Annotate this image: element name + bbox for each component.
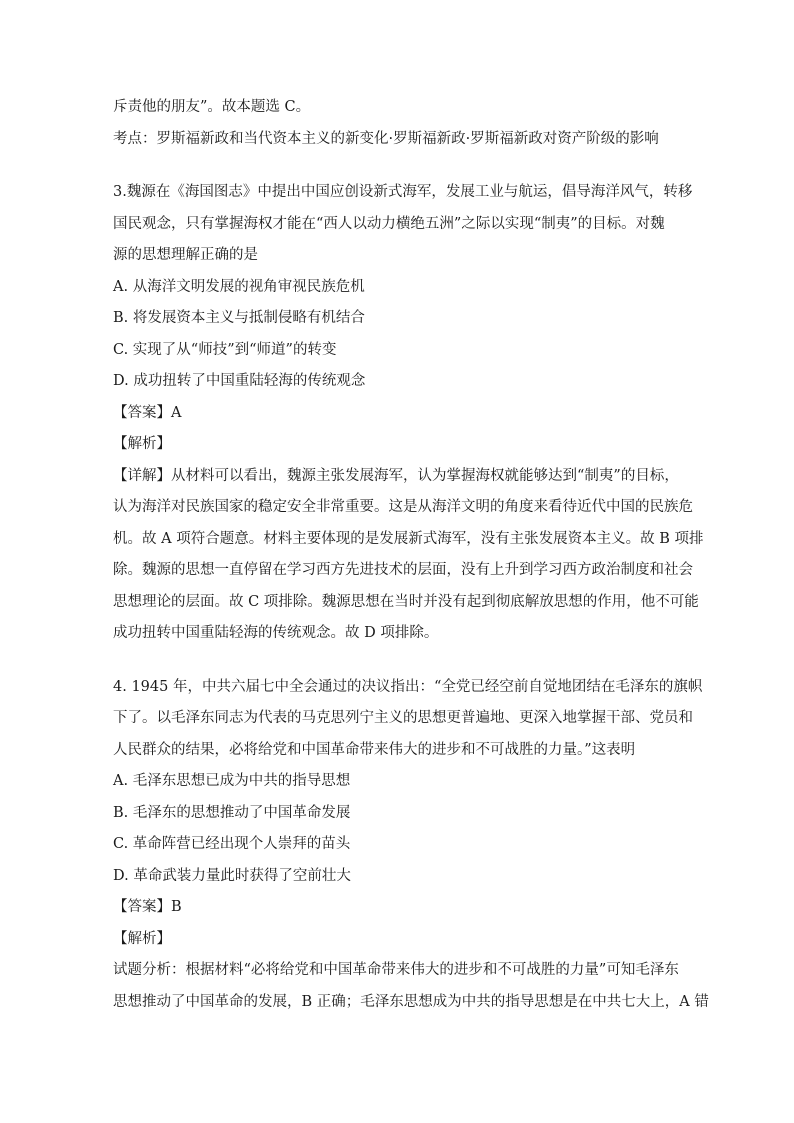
spacer <box>113 654 688 676</box>
q3-detail-line: 【详解】从材料可以看出，魏源主张发展海军，认为掌握海权就能够达到“制夷”的目标， <box>113 467 679 484</box>
q4-option-a: A. 毛泽东思想已成为中共的指导思想 <box>113 773 351 789</box>
q4-option-c: C. 革命阵营已经出现个人崇拜的苗头 <box>113 836 351 852</box>
spacer <box>113 159 688 181</box>
q4-answer: 【答案】B <box>113 899 182 915</box>
q4-stem-line: 人民群众的结果，必将给党和中国革命带来伟大的进步和不可战胜的力量。”这表明 <box>113 741 636 758</box>
prev-kaodian: 考点：罗斯福新政和当代资本主义的新变化·罗斯福新政·罗斯福新政对资产阶级的影响 <box>113 130 659 147</box>
document-page <box>113 96 709 1022</box>
q3-detail-line: 思想理论的层面。故 C 项排除。魏源思想在当时并没有起到彻底解放思想的作用，他不可能 <box>113 593 699 610</box>
q3-analysis-label: 【解析】 <box>113 436 171 452</box>
q3-stem-line: 3.魏源在《海国图志》中提出中国应创设新式海军，发展工业与航运，倡导海洋风气，转移 <box>113 184 693 200</box>
q3-answer: 【答案】A <box>113 404 182 421</box>
q3-detail-line: 机。故 A 项符合题意。材料主要体现的是发展新式海军，没有主张发展资本主义。故 B 项排 <box>113 530 704 547</box>
q4-detail-line: 思想推动了中国革命的发展，B 正确；毛泽东思想成为中共的指导思想是在中共七大上，A 错 <box>113 993 709 1010</box>
q4-stem-line: 下了。以毛泽东同志为代表的马克思列宁主义的思想更普遍地、更深入地掌握干部、党员和 <box>113 710 693 726</box>
q3-option-a: A. 从海洋文明发展的视角审视民族危机 <box>113 278 365 295</box>
q3-detail-line: 认为海洋对民族国家的稳定安全非常重要。这是从海洋文明的角度来看待近代中国的民族危 <box>113 499 693 515</box>
q4-detail-line: 试题分析：根据材料“必将给党和中国革命带来伟大的进步和不可战胜的力量”可知毛泽东 <box>113 962 679 978</box>
q4-stem-line: 4. 1945 年，中共六届七中全会通过的决议指出：“全党已经空前自觉地团结在毛泽东的旗帜 <box>113 678 703 695</box>
q4-option-b: B. 毛泽东的思想推动了中国革命发展 <box>113 804 351 821</box>
q4-analysis-label: 【解析】 <box>113 930 171 947</box>
question-4 <box>113 676 709 1013</box>
q3-option-d: D. 成功扭转了中国重陆轻海的传统观念 <box>113 373 366 389</box>
q3-detail-line: 成功扭转中国重陆轻海的传统观念。故 D 项排除。 <box>113 625 439 641</box>
prev-answer-tail: 斥责他的朋友”。故本题选 C。 <box>113 99 311 115</box>
q3-stem-line: 国民观念，只有掌握海权才能在“西人以动力横绝五洲”之际以实现“制夷”的目标。对魏 <box>113 215 665 232</box>
q4-option-d: D. 革命武装力量此时获得了空前壮大 <box>113 867 351 884</box>
q3-stem-line: 源的思想理解正确的是 <box>113 247 258 263</box>
q3-option-b: B. 将发展资本主义与抵制侵略有机结合 <box>113 310 365 326</box>
q3-option-c: C. 实现了从“师技”到“师道”的转变 <box>113 341 337 358</box>
q3-detail-line: 除。魏源的思想一直停留在学习西方先进技术的层面，没有上升到学习西方政治制度和社会 <box>113 562 693 578</box>
question-3 <box>113 181 704 644</box>
